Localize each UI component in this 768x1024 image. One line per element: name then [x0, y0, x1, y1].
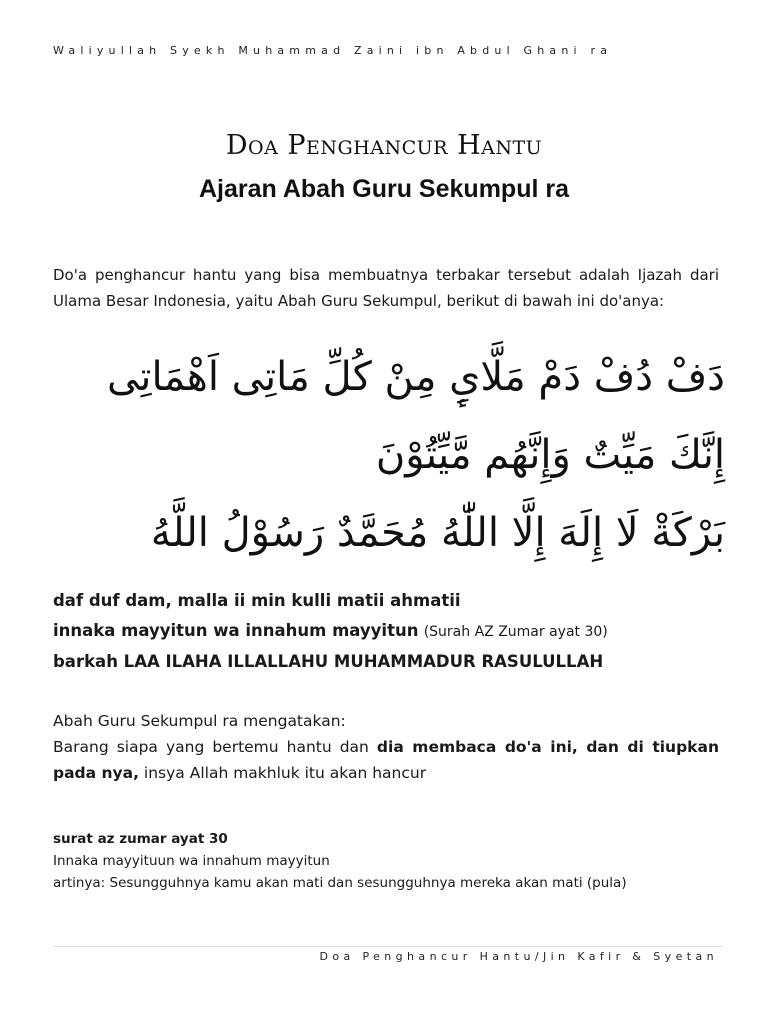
arabic-line-1: دَفْ دُفْ دَمْ مَلَّاىِٕ مِنْ كُلِّ مَاتِى اَهْمَاتِى [106, 354, 725, 400]
footer-text: Doa Penghancur Hantu/Jin Kafir & Syetan [319, 950, 718, 963]
transliteration-text-2: innaka mayyitun wa innahum mayyitun [53, 621, 419, 640]
transliteration-text-3: barkah LAA ILAHA ILLALLAHU MUHAMMADUR RASULULLAH [53, 652, 604, 671]
surah-reference: (Surah AZ Zumar ayat 30) [423, 624, 608, 640]
transliteration-text-1: daf duf dam, malla ii min kulli matii ahmatii [53, 591, 461, 610]
transliteration-block [53, 586, 733, 677]
saying-intro: Abah Guru Sekumpul ra mengatakan: [53, 712, 346, 730]
page-subtitle: Ajaran Abah Guru Sekumpul ra [199, 175, 569, 203]
arabic-line-2: إِنَّكَ مَيِّتٌ وَإِنَّهُم مَّيِّتُوْنَ [375, 432, 725, 478]
transliteration-line-1 [53, 586, 733, 616]
surah-text: Innaka mayyituun wa innahum mayyitun [53, 853, 330, 869]
saying-bold: dia membaca do'a ini, dan di tiupkan pada nya, [53, 738, 719, 782]
saying-body [53, 734, 719, 786]
transliteration-line-2 [53, 616, 733, 647]
saying-part-2: insya Allah makhluk itu akan hancur [139, 764, 427, 782]
page-title: Doa Penghancur Hantu [225, 130, 543, 161]
surah-block [53, 828, 733, 894]
intro-paragraph: Do'a penghancur hantu yang bisa membuatnya terbakar tersebut adalah Ijazah dari Ulama Besar Indonesia, yaitu Abah Guru Sekumpul, berikut di bawah ini do'anya: [53, 266, 719, 310]
transliteration-line-3 [53, 647, 733, 677]
footer-divider [53, 946, 723, 947]
saying-block [53, 708, 719, 786]
header-author: Waliyullah Syekh Muhammad Zaini ibn Abdul Ghani ra [53, 44, 613, 57]
arabic-prayer [40, 338, 725, 572]
surah-title: surat az zumar ayat 30 [53, 831, 228, 847]
title-block [0, 128, 768, 206]
arabic-line-3: بَرْكَةْ لَا إِلَهَ إِلَّا اللّٰهُ مُحَمَّدٌ رَسُوْلُ اللَّهُ [150, 510, 725, 556]
saying-part-1: Barang siapa yang bertemu hantu dan [53, 738, 377, 756]
surah-meaning: artinya: Sesungguhnya kamu akan mati dan sesungguhnya mereka akan mati (pula) [53, 875, 627, 891]
